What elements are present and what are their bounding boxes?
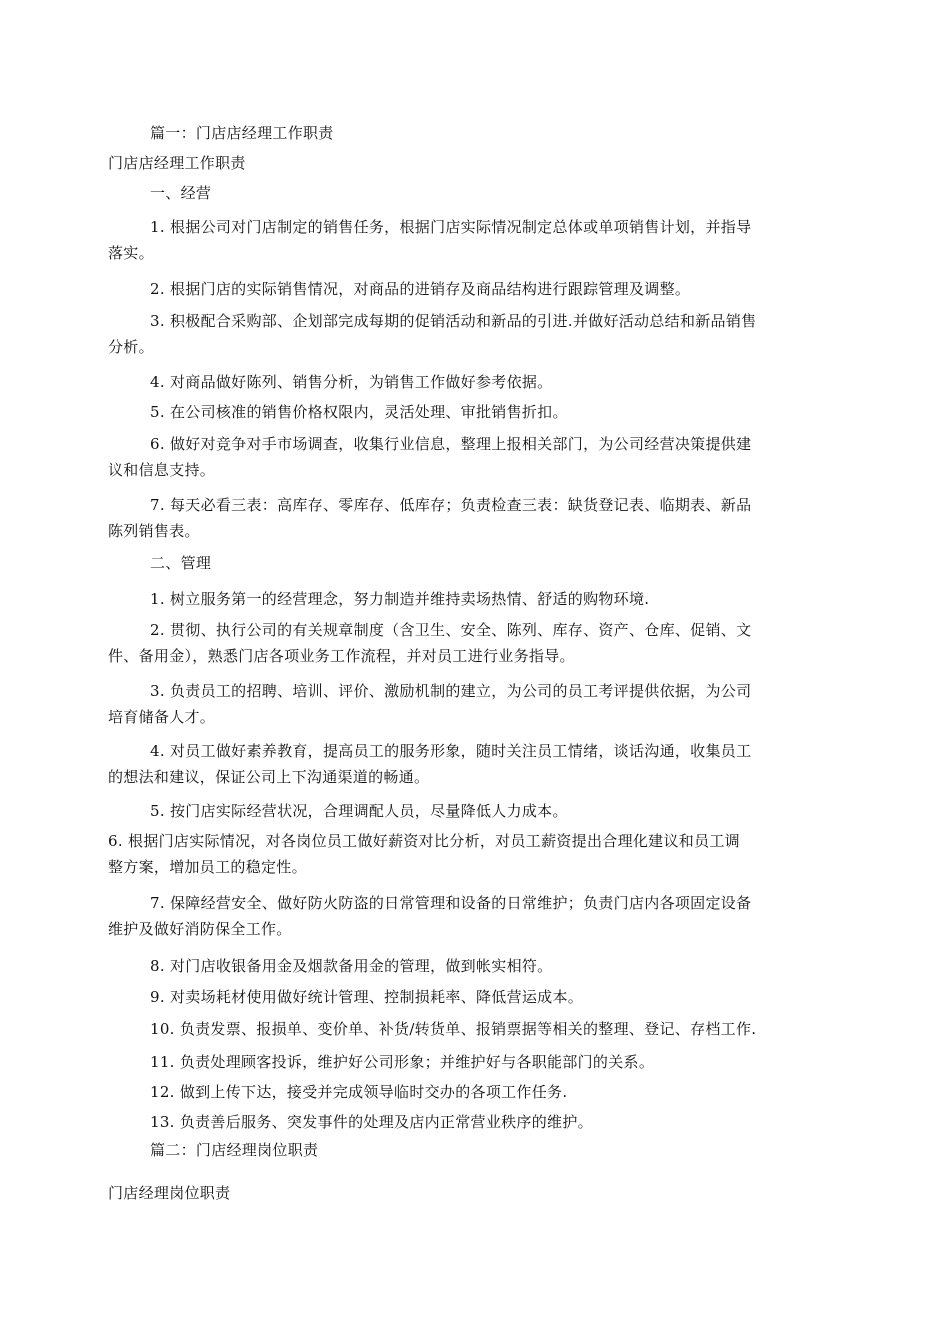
list-item: 4. 对商品做好陈列、销售分析，为销售工作做好参考依据。 xyxy=(150,373,553,391)
list-item: 5. 按门店实际经营状况，合理调配人员，尽量降低人力成本。 xyxy=(150,802,568,820)
list-item-continuation: 的想法和建议，保证公司上下沟通渠道的畅通。 xyxy=(108,768,430,786)
section-heading-management: 二、管理 xyxy=(150,554,212,572)
list-item: 1. 树立服务第一的经营理念，努力制造并维持卖场热情、舒适的购物环境. xyxy=(150,590,650,608)
list-item: 9. 对卖场耗材使用做好统计管理、控制损耗率、降低营运成本。 xyxy=(150,988,584,1006)
list-item: 4. 对员工做好素养教育，提高员工的服务形象，随时关注员工情绪，谈话沟通，收集员工 xyxy=(150,742,752,760)
heading-part-two: 篇二：门店经理岗位职责 xyxy=(150,1141,319,1159)
list-item: 3. 负责员工的招聘、培训、评价、激励机制的建立，为公司的员工考评提供依据，为公司 xyxy=(150,682,752,700)
heading-part-one: 篇一：门店店经理工作职责 xyxy=(150,124,334,142)
list-item: 13. 负责善后服务、突发事件的处理及店内正常营业秩序的维护。 xyxy=(150,1113,593,1131)
list-item-continuation: 整方案，增加员工的稳定性。 xyxy=(108,858,307,876)
list-item-continuation: 分析。 xyxy=(108,338,154,356)
list-item: 5. 在公司核准的销售价格权限内，灵活处理、审批销售折扣。 xyxy=(150,403,568,421)
list-item: 6. 做好对竞争对手市场调查，收集行业信息，整理上报相关部门，为公司经营决策提供建 xyxy=(150,435,752,453)
list-item: 11. 负责处理顾客投诉，维护好公司形象；并维护好与各职能部门的关系。 xyxy=(150,1053,655,1071)
document-title-two: 门店经理岗位职责 xyxy=(108,1184,231,1202)
list-item: 2. 贯彻、执行公司的有关规章制度（含卫生、安全、陈列、库存、资产、仓库、促销、文 xyxy=(150,621,752,639)
list-item: 6. 根据门店实际情况，对各岗位员工做好薪资对比分析，对员工薪资提出合理化建议和员工调 xyxy=(108,832,740,850)
list-item: 3. 积极配合采购部、企划部完成每期的促销活动和新品的引进.并做好活动总结和新品销售 xyxy=(150,312,757,330)
list-item: 8. 对门店收银备用金及烟款备用金的管理，做到帐实相符。 xyxy=(150,957,553,975)
list-item-continuation: 议和信息支持。 xyxy=(108,461,216,479)
section-heading-operations: 一、经营 xyxy=(150,184,212,202)
list-item: 12. 做到上传下达，接受并完成领导临时交办的各项工作任务. xyxy=(150,1083,568,1101)
list-item: 7. 保障经营安全、做好防火防盗的日常管理和设备的日常维护；负责门店内各项固定设备 xyxy=(150,894,752,912)
list-item-continuation: 维护及做好消防保全工作。 xyxy=(108,920,292,938)
list-item-continuation: 培育储备人才。 xyxy=(108,708,216,726)
list-item: 10. 负责发票、报损单、变价单、补货/转货单、报销票据等相关的整理、登记、存档工作. xyxy=(150,1020,757,1038)
list-item-continuation: 陈列销售表。 xyxy=(108,522,200,540)
list-item-continuation: 落实。 xyxy=(108,244,154,262)
list-item-continuation: 件、备用金），熟悉门店各项业务工作流程，并对员工进行业务指导。 xyxy=(108,647,575,665)
document-title: 门店店经理工作职责 xyxy=(108,154,246,172)
list-item: 7. 每天必看三表：高库存、零库存、低库存；负责检查三表：缺货登记表、临期表、新品 xyxy=(150,496,752,514)
list-item: 1. 根据公司对门店制定的销售任务，根据门店实际情况制定总体或单项销售计划，并指导 xyxy=(150,218,752,236)
list-item: 2. 根据门店的实际销售情况，对商品的进销存及商品结构进行跟踪管理及调整。 xyxy=(150,280,691,298)
